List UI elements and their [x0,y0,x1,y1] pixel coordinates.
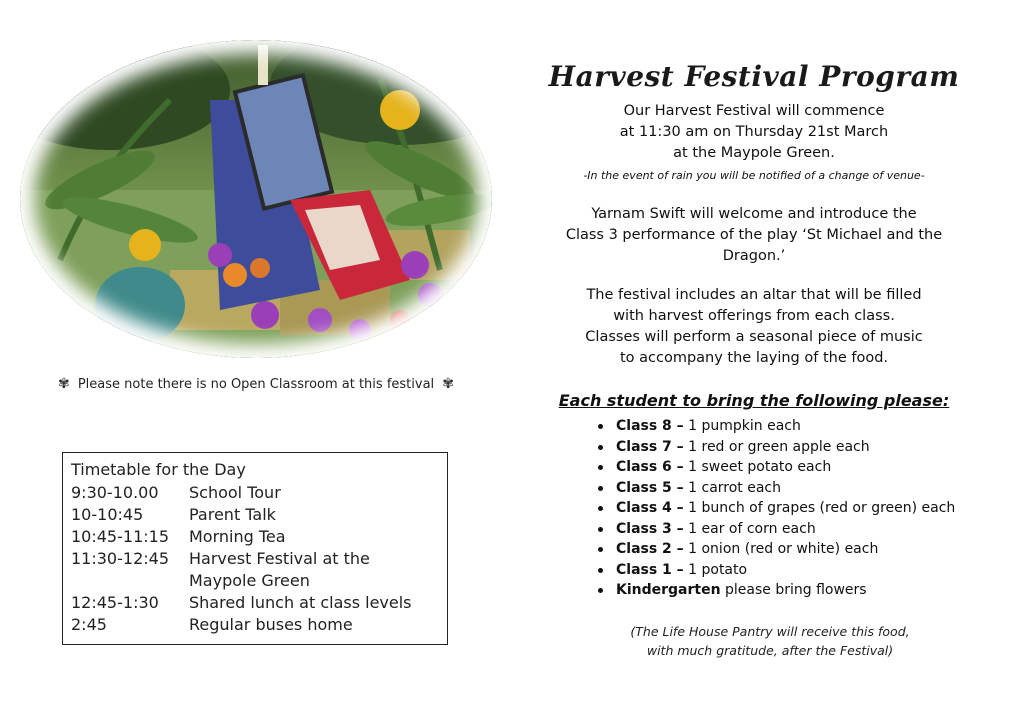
bring-list [596,416,996,601]
open-classroom-note [20,376,492,392]
rain-note: -In the event of rain you will be notified of a change of venue- [583,169,925,182]
harvest-altar-photo [20,40,492,358]
timetable-row [71,592,447,614]
list-item [596,539,996,560]
item-text: 1 pumpkin each [683,418,801,434]
timetable-time: 10-10:45 [71,505,144,524]
timetable-event: Parent Talk [189,505,276,524]
welcome-line: Yarnam Swift will welcome and introduce the [591,206,917,222]
class-label: Class 3 – [616,520,684,537]
list-item [596,457,996,478]
item-text: 1 onion (red or white) each [683,541,879,557]
timetable-box [62,452,448,645]
timetable-event: Harvest Festival at the Maypole Green [189,549,370,590]
list-item [596,560,996,581]
bring-heading: Each student to bring the following please: [558,391,950,410]
ornament-left-icon: ✾ [57,376,70,392]
item-text: 1 ear of corn each [683,520,816,537]
item-text: 1 carrot each [683,479,781,496]
closing-note [560,622,980,660]
timetable-row [71,614,447,636]
item-text: please bring flowers [720,582,867,598]
timetable-event: Morning Tea [189,527,286,546]
list-item [596,416,996,437]
item-text: 1 sweet potato each [683,459,832,475]
altar-line: Classes will perform a seasonal piece of music [585,329,923,345]
welcome-line: Class 3 performance of the play ‘St Michael and the Dragon.’ [565,227,943,264]
altar-line: The festival includes an altar that will be filled [586,287,922,303]
item-text: 1 red or green apple each [683,438,870,455]
timetable-time: 10:45-11:15 [71,527,169,546]
timetable-row [71,504,447,526]
class-label: Class 4 – [616,500,684,516]
class-label: Kindergarten [616,582,721,598]
timetable-time: 11:30-12:45 [71,549,169,568]
list-item [596,519,996,540]
timetable-time: 12:45-1:30 [71,593,159,612]
timetable-row [71,548,447,592]
list-item [596,498,996,519]
class-label: Class 5 – [616,479,684,496]
list-item [596,478,996,499]
ornament-right-icon: ✾ [442,376,455,392]
program-column [548,60,960,434]
closing-line: with much gratitude, after the Festival) [646,643,894,658]
list-item [596,580,996,601]
timetable-time: 2:45 [71,615,107,634]
timetable-row [71,526,447,548]
intro-paragraph [548,101,960,186]
timetable-event: Regular buses home [189,615,353,634]
intro-line: at 11:30 am on Thursday 21st March [619,124,889,140]
altar-paragraph [548,285,960,369]
closing-line: (The Life House Pantry will receive this food, [630,624,910,639]
list-item [596,437,996,458]
altar-line: to accompany the laying of the food. [619,350,889,366]
timetable-title: Timetable for the Day [71,460,246,479]
timetable-row [71,482,447,504]
altar-line: with harvest offerings from each class. [613,308,895,324]
welcome-paragraph [548,204,960,267]
timetable-time: 9:30-10.00 [71,483,159,502]
intro-line: Our Harvest Festival will commence [623,103,885,119]
class-label: Class 6 – [616,459,684,475]
timetable-event: School Tour [189,483,281,502]
timetable-event: Shared lunch at class levels [189,593,412,612]
intro-line: at the Maypole Green. [673,145,835,161]
harvest-altar-illustration [20,40,492,358]
class-label: Class 7 – [616,438,684,455]
class-label: Class 8 – [616,418,684,434]
program-title: Harvest Festival Program [548,60,960,93]
class-label: Class 1 – [616,561,684,578]
note-text: Please note there is no Open Classroom at this festival [77,377,435,392]
item-text: 1 potato [683,561,748,578]
class-label: Class 2 – [616,541,684,557]
item-text: 1 bunch of grapes (red or green) each [683,500,956,516]
